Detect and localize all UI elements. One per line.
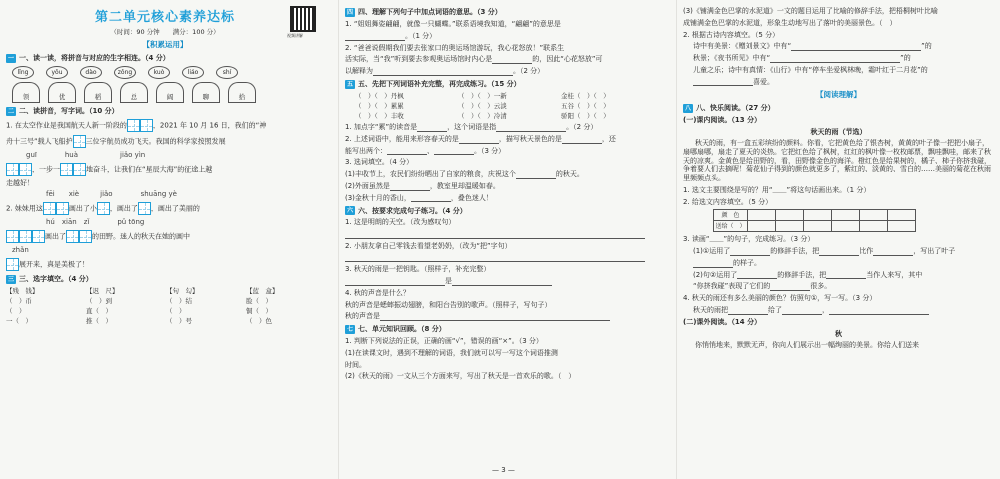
pinyin-oval[interactable]: dào bbox=[80, 66, 102, 79]
writing-box[interactable] bbox=[19, 230, 32, 243]
reading-question: 的样子。 bbox=[683, 259, 994, 268]
section-marker-icon: 一 bbox=[7, 54, 14, 62]
umbrella-char[interactable]: 总 bbox=[120, 82, 148, 103]
fill-item[interactable]: （ ） bbox=[166, 306, 186, 315]
extra-reading-title: 秋 bbox=[835, 330, 842, 339]
writing-box[interactable] bbox=[97, 202, 110, 215]
question-6-heading: 六 六、按要求完成句子练习。（4 分） bbox=[346, 206, 467, 215]
color-table bbox=[713, 209, 916, 232]
reading-question: (2)句②运用了 的修辞手法，把 当作人来写，其中 bbox=[693, 270, 923, 279]
q2-pinyin-line: hú xiān zǐ pǔ tōng bbox=[46, 218, 145, 227]
extra-reading-passage: 你悄悄地来，默默无声，你向人们展示出一幅绚丽的美景。你给人们送来 bbox=[695, 341, 919, 350]
section-marker-icon: 六 bbox=[346, 207, 353, 215]
answer-blank[interactable] bbox=[693, 79, 753, 86]
section-marker-icon: 二 bbox=[7, 107, 14, 115]
word-item[interactable]: （ ）（ ）一新 bbox=[458, 91, 507, 100]
q6-line: 秋的声音是 bbox=[345, 312, 662, 321]
writing-box[interactable] bbox=[32, 230, 45, 243]
answer-blank[interactable] bbox=[829, 308, 929, 315]
fill-item[interactable]: 一（ ） bbox=[6, 317, 32, 325]
umbrella-char[interactable]: 稻 bbox=[84, 82, 112, 103]
q2-pinyin-line: guī huà jiǎo yìn bbox=[26, 150, 146, 159]
section-marker-icon: 八 bbox=[684, 104, 691, 112]
answer-blank[interactable] bbox=[516, 172, 556, 179]
answer-blank[interactable] bbox=[693, 261, 733, 268]
writing-box[interactable] bbox=[66, 230, 79, 243]
q4-line: 2. “爸爸说假期我们要去张家口的奥运场馆游玩，我心花怒放！”联系生 bbox=[345, 43, 565, 52]
question-4-heading: 四 四、理解下列句子中加点词语的意思。（3 分） bbox=[346, 8, 502, 17]
q6-line: 1. 这是明朗的天空。（改为感叹句） bbox=[345, 218, 456, 227]
umbrella-char[interactable]: 聊 bbox=[192, 82, 220, 103]
answer-blank[interactable] bbox=[492, 57, 532, 64]
reading-question: 秋天的雨把 给了 ， bbox=[683, 306, 994, 315]
page-number: — 3 — bbox=[492, 466, 515, 474]
q6-line: 是 bbox=[345, 277, 662, 286]
question-5-heading: 五 五、先把下列词语补充完整，再完成练习。（15 分） bbox=[346, 79, 521, 88]
fill-item[interactable]: 直（ ） bbox=[86, 306, 112, 315]
writing-box[interactable] bbox=[127, 119, 140, 132]
reading-question: 1. 选文主要围绕是写的？用“＿＿”将这句话画出来。（1 分） bbox=[683, 185, 871, 194]
answer-blank[interactable] bbox=[373, 69, 513, 76]
q5-line: 能写出两个： 、 。（3 分） bbox=[345, 146, 506, 155]
answer-blank[interactable] bbox=[345, 279, 445, 286]
pinyin-oval[interactable]: liáo bbox=[182, 66, 204, 79]
subsection-heading: (一)课内阅读。（13 分） bbox=[683, 115, 762, 124]
pinyin-oval[interactable]: lǐng bbox=[12, 66, 34, 79]
q7-line: (3)《铺满金色巴掌的水泥道》一文的题目运用了比喻的修辞手法，把梧桐树叶比喻 bbox=[683, 7, 938, 15]
table-cell[interactable] bbox=[860, 221, 888, 232]
writing-box[interactable] bbox=[43, 202, 56, 215]
column-middle bbox=[338, 0, 668, 479]
umbrella-char[interactable]: 拾 bbox=[228, 82, 256, 103]
pinyin-row bbox=[12, 66, 324, 79]
writing-box[interactable] bbox=[6, 258, 19, 271]
fill-item[interactable]: （ ）结 bbox=[166, 296, 192, 305]
table-cell[interactable] bbox=[776, 221, 804, 232]
q2-pinyin-line: fēi xiè jiǎo shuāng yè bbox=[46, 190, 177, 199]
answer-blank[interactable] bbox=[873, 249, 913, 256]
answer-blank[interactable] bbox=[791, 44, 921, 51]
qr-label: 视频讲解 bbox=[287, 33, 303, 38]
word-item[interactable]: （ ）（ ）丰收 bbox=[355, 112, 404, 120]
section-marker-icon: 四 bbox=[346, 9, 353, 16]
fill-item[interactable]: （ ）色 bbox=[246, 317, 272, 325]
reading-passage: 秋天的雨，有一盒五彩缤纷的颜料。你看，它把黄色给了银杏树，黄黄的叶子像一把把小扇子，扇哪扇哪，扇走了夏天的炎热。它把红色给了枫树，红红的枫叶像一枚枚邮票，飘哇飘哇，邮来了秋天的凉爽。金黄色是给田野的，看，田野像金色的海洋。橙红色是给果树的，橘子、柿子你挤我碰，争着要人们去摘呢！菊花仙子得到的颜色就更多了，紫红的、淡黄的、雪白的……美丽的菊花在秋雨里频频点头。 bbox=[683, 139, 991, 183]
q4-line: 。（1 分） bbox=[345, 32, 662, 41]
group-label: 【蓝 盒】 bbox=[246, 286, 279, 295]
group-label: 【残 钱】 bbox=[6, 286, 39, 295]
word-item[interactable]: 金桂（ ）（ ） bbox=[561, 91, 610, 100]
answer-blank[interactable] bbox=[345, 232, 645, 239]
question-7-heading: 七 七、单元知识回顾。（8 分） bbox=[346, 325, 446, 334]
pinyin-oval[interactable]: kuò bbox=[148, 66, 170, 79]
page-title: 第二单元核心素养达标 bbox=[94, 10, 235, 25]
q4-line: 以解释为 。（2 分） bbox=[345, 67, 545, 75]
q7-line: 时间。 bbox=[345, 360, 366, 369]
reading-title: 秋天的雨（节选） bbox=[810, 128, 867, 137]
pinyin-oval[interactable]: yōu bbox=[46, 66, 68, 79]
qr-code-icon[interactable] bbox=[290, 6, 316, 32]
answer-blank[interactable] bbox=[390, 184, 430, 191]
q5-line: (3)金秋十月的香山， ，叠色迷人！ bbox=[345, 193, 493, 202]
fill-item[interactable]: 推（ ） bbox=[86, 317, 112, 325]
question-3-heading: 三 三、选字填空。（4 分） bbox=[7, 274, 93, 283]
part-heading-reading: 【阅读理解】 bbox=[816, 90, 861, 100]
answer-blank[interactable] bbox=[387, 148, 427, 155]
word-item[interactable]: 五谷（ ）（ ） bbox=[561, 101, 610, 110]
writing-box[interactable] bbox=[6, 163, 19, 176]
q2-line: 2. 妹妹用这 画出了小 ，画出了 ，画出了美丽的 bbox=[6, 202, 324, 215]
writing-box[interactable] bbox=[6, 230, 19, 243]
q4-line: 1. “姐姐舞姿翩翩，就像一只蝴蝶。”联系语境我知道，“翩翩”的意思是 bbox=[345, 20, 561, 28]
answer-blank[interactable] bbox=[345, 255, 645, 262]
reading-question: 4. 秋天的雨还有多么美丽的颜色？仿照句①，写一写。（3 分） bbox=[683, 294, 877, 303]
answer-blank[interactable] bbox=[730, 249, 770, 256]
writing-box[interactable] bbox=[140, 119, 153, 132]
q7-line: 2. 根据古诗内容填空。（5 分） bbox=[683, 30, 780, 39]
umbrella-char[interactable]: 优 bbox=[48, 82, 76, 103]
answer-blank[interactable] bbox=[770, 284, 810, 291]
reading-question: (1)①运用了 的修辞手法，把 比作 ，写出了叶子 bbox=[693, 247, 956, 256]
fill-item[interactable]: （ ） bbox=[6, 306, 26, 315]
word-item[interactable]: 骄阳（ ）（ ） bbox=[561, 112, 610, 120]
q5-line: (2)外面虽然是 ，教室里却温暖如春。 bbox=[345, 181, 500, 190]
choose-char-grid bbox=[6, 287, 324, 326]
table-cell[interactable] bbox=[748, 221, 776, 232]
answer-blank[interactable] bbox=[459, 137, 499, 144]
poem-line: 秋景；《夜书所见》中有“ ”的 bbox=[693, 54, 911, 62]
table-cell[interactable] bbox=[748, 210, 776, 221]
q2-line: 走越好！ bbox=[6, 178, 34, 187]
answer-blank[interactable] bbox=[826, 272, 866, 279]
answer-blank[interactable] bbox=[434, 148, 474, 155]
answer-blank[interactable] bbox=[380, 314, 610, 321]
writing-box[interactable] bbox=[73, 135, 86, 148]
part-heading-accumulate: 【积累运用】 bbox=[142, 40, 188, 50]
question-2-heading: 二 二、读拼音，写字词。（10 分） bbox=[7, 107, 119, 115]
question-8-heading: 八 八、快乐阅读。（27 分） bbox=[684, 103, 775, 112]
q5-line: 2. 上述词语中，能用来形容春天的是 ，描写秋天景色的是 ，还 bbox=[345, 134, 616, 143]
answer-blank[interactable] bbox=[770, 56, 900, 63]
answer-blank[interactable] bbox=[417, 125, 447, 132]
word-item[interactable]: （ ）（ ）累累 bbox=[355, 101, 404, 110]
table-cell[interactable] bbox=[888, 221, 916, 232]
writing-box[interactable] bbox=[79, 230, 92, 243]
group-label: 【句 勾】 bbox=[166, 286, 199, 295]
writing-box[interactable] bbox=[56, 202, 69, 215]
exam-meta: （时间：90 分钟 满分：100 分） bbox=[110, 28, 220, 37]
answer-blank[interactable] bbox=[411, 195, 451, 202]
subsection-heading: (二)课外阅读。（14 分） bbox=[683, 317, 762, 326]
answer-blank[interactable] bbox=[728, 308, 768, 315]
answer-blank[interactable] bbox=[819, 249, 859, 256]
reading-question: 2. 给选文内容填空。（5 分） bbox=[683, 197, 773, 206]
q2-line: 展开来，真是美极了！ bbox=[6, 258, 324, 271]
reading-question: “你挤我碰”表现了它们的 很多。 bbox=[693, 282, 832, 291]
question-1-heading: 一 一、读一读，将拼音与对应的生字相连。（4 分） bbox=[7, 53, 170, 62]
answer-blank[interactable] bbox=[562, 137, 602, 144]
answer-blank[interactable] bbox=[496, 125, 566, 132]
q6-line: 秋的声音是蟋蟀振动翅膀，和阳台告别的歌声。（照样子，写句子） bbox=[345, 300, 552, 309]
table-cell[interactable] bbox=[804, 221, 832, 232]
fill-item[interactable]: （ ）到 bbox=[86, 296, 112, 305]
answer-blank[interactable] bbox=[782, 308, 822, 315]
pinyin-oval[interactable]: zǒng bbox=[114, 66, 136, 79]
q2-pinyin-line: zhǎn bbox=[12, 245, 29, 254]
table-cell[interactable] bbox=[860, 210, 888, 221]
word-fill-grid bbox=[345, 92, 662, 120]
q5-line: (1)丰收节上，农民们纷纷晒出了自家的粮食，庆祝这个 的秋天。 bbox=[345, 170, 584, 179]
group-label: 【迟 尺】 bbox=[86, 286, 119, 295]
character-umbrella-row bbox=[12, 82, 324, 103]
section-marker-icon: 五 bbox=[346, 80, 353, 88]
q5-line: 3. 选词填空。（4 分） bbox=[345, 158, 414, 167]
word-item[interactable]: （ ）（ ）冷清 bbox=[458, 112, 507, 120]
poem-line: 儿童之乐；诗中有真情：《山行》中有“停车坐爱枫林晚，霜叶红于二月花”的 bbox=[693, 65, 928, 74]
word-item[interactable]: （ ）（ ）丹枫 bbox=[355, 91, 404, 100]
q6-line: 2. 小朋友拿自己零钱去看望老奶奶，（改为“把”字句） bbox=[345, 241, 512, 250]
q6-line bbox=[345, 254, 662, 263]
q6-line bbox=[345, 230, 662, 239]
answer-blank[interactable] bbox=[452, 279, 552, 286]
section-marker-icon: 三 bbox=[7, 275, 14, 283]
section-marker-icon: 七 bbox=[346, 326, 353, 334]
poem-line: 喜爱。 bbox=[683, 78, 994, 87]
writing-box[interactable] bbox=[19, 163, 32, 176]
pinyin-oval[interactable]: shí bbox=[216, 66, 238, 79]
umbrella-char[interactable]: 领 bbox=[12, 82, 40, 103]
q2-line: 舟十三号”载人飞船护 三位宇航员成功飞天。我国的科学家按照发展 bbox=[6, 135, 324, 148]
q7-line: 1. 判断下列说法的正误，正确的画“√”，错误的画“×”。（3 分） bbox=[345, 337, 543, 346]
column-left bbox=[0, 0, 330, 479]
fill-item[interactable]: （ ）号 bbox=[166, 317, 192, 325]
q2-line: 1. 在太空作业是我国航天人新一阶段的 ，2021 年 10 月 16 日，我们的“神 bbox=[6, 119, 324, 132]
writing-box[interactable] bbox=[60, 163, 73, 176]
table-cell[interactable] bbox=[888, 210, 916, 221]
q4-line: 活实际，当“我”听到要去参观奥运场馆时内心是 的，因此“心花怒放”可 bbox=[345, 55, 603, 64]
q2-line: 画出了 的田野。迷人的秋天在她的画中 bbox=[6, 230, 324, 243]
answer-blank[interactable] bbox=[345, 34, 405, 41]
q5-line: 1. 加点字“累”的读音是 ，这个词语是指 。（2 分） bbox=[345, 123, 598, 132]
q7-line: 成铺满金色巴掌的水泥道，形象生动地写出了落叶的美丽景色。（ ） bbox=[683, 18, 897, 27]
umbrella-char[interactable]: 阔 bbox=[156, 82, 184, 103]
writing-box[interactable] bbox=[138, 202, 151, 215]
q6-line: 3. 秋天的雨是一把钥匙。（照样子，补充完整） bbox=[345, 265, 491, 274]
fill-item[interactable]: （ ）币 bbox=[6, 296, 32, 305]
answer-blank[interactable] bbox=[737, 272, 777, 279]
q7-line: (1)在读课文时，遇到不理解的词语，我们就可以写一写这个词语推测 bbox=[345, 348, 558, 357]
table-cell[interactable] bbox=[832, 210, 860, 221]
word-item[interactable]: （ ）（ ）云淡 bbox=[458, 101, 507, 110]
table-cell[interactable] bbox=[804, 210, 832, 221]
q6-line: 4. 秋的声音是什么？ bbox=[345, 288, 410, 297]
table-row-label: 送给（ ） bbox=[714, 221, 748, 232]
poem-line: 诗中有美景：《赠刘景文》中有“ ”的 bbox=[693, 42, 932, 51]
reading-question: 3. 读画“＿＿”的句子，完成练习。（3 分） bbox=[683, 235, 815, 244]
writing-box[interactable] bbox=[73, 163, 86, 176]
fill-item[interactable]: 脸（ ） bbox=[246, 296, 272, 305]
q2-line: ，一步一 地奋斗，让我们在“星辰大海”的征途上越 bbox=[6, 163, 324, 176]
column-right bbox=[676, 0, 1000, 479]
table-cell[interactable] bbox=[832, 221, 860, 232]
q7-line: (2)《秋天的雨》一文从三个方面来写，写出了秋天是一首欢乐的歌。（ ） bbox=[345, 372, 576, 381]
table-cell[interactable] bbox=[776, 210, 804, 221]
table-row-label: 颜 色 bbox=[714, 210, 748, 221]
fill-item[interactable]: 铜（ ） bbox=[246, 306, 272, 315]
